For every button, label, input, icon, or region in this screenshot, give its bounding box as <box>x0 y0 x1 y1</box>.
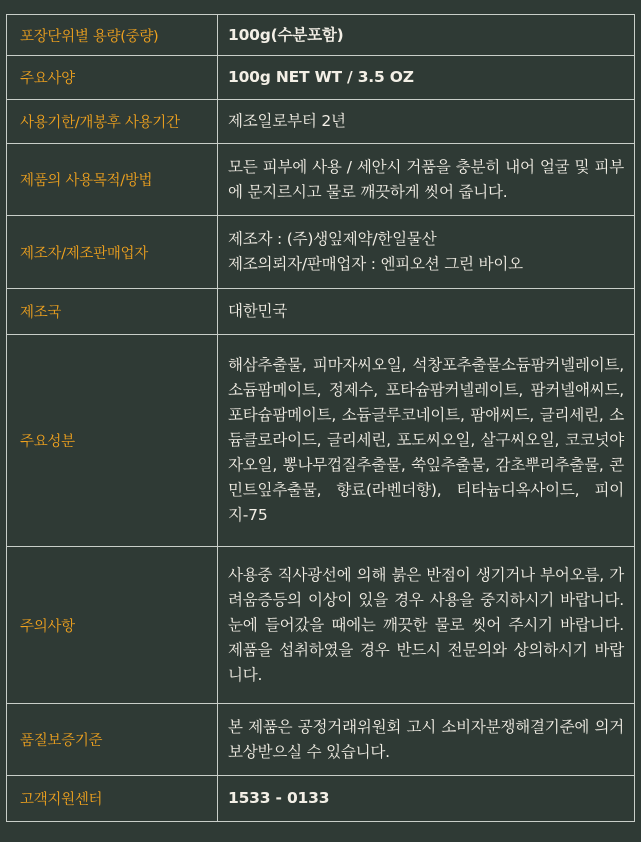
row-value-expiry: 제조일로부터 2년 <box>218 100 635 143</box>
usage-text: 모든 피부에 사용 / 세안시 거품을 충분히 내어 얼굴 및 피부에 문지르시고 물로 깨끗하게 씻어 줍니다. <box>228 157 624 201</box>
row-value-manufacturer <box>218 216 635 288</box>
row-value-country: 대한민국 <box>218 289 635 334</box>
row-value-usage <box>218 144 635 215</box>
row-label-manufacturer: 제조자/제조판매업자 <box>7 216 218 288</box>
table-row-country <box>7 289 635 335</box>
caution-text: 사용중 직사광선에 의해 붉은 반점이 생기거나 부어오름, 가려움증등의 이상이 있을 경우 사용을 중지하시기 바랍니다. 눈에 들어갔을 때에는 깨끗한 물로 씻어 주시기 바랍니다. 제품을 섭취하였을 경우 반드시 전문의와 상의하시기 바랍니다. <box>228 565 624 684</box>
table-row-usage <box>7 144 635 216</box>
row-value-package-capacity: 100g(수분포함) <box>218 15 635 55</box>
row-value-main-spec: 100g NET WT / 3.5 OZ <box>218 56 635 99</box>
row-value-quality <box>218 704 635 775</box>
table-row-quality <box>7 704 635 776</box>
table-row-manufacturer <box>7 216 635 289</box>
row-label-expiry: 사용기한/개봉후 사용기간 <box>7 100 218 143</box>
row-label-support: 고객지원센터 <box>7 776 218 821</box>
ingredients-text: 해삼추출물, 피마자씨오일, 석창포추출물소듐팜커넬레이트, 소듐팜메이트, 정제수, 포타슘팜커넬레이트, 팜커넬애씨드, 포타슘팜메이트, 소듐글루코네이트, 팜애씨드, 글리세린, 소듐클로라이드, 글리세린, 포도씨오일, 살구씨오일, 코코넛야자오일, 뽕나무껍질추출물, 쑥잎추출물, 감초뿌리추출물, 콘민트잎추출물, 향료(라벤더향), 티타늄디옥사이드, 피이지-75 <box>228 356 624 524</box>
table-row-ingredients <box>7 335 635 547</box>
row-label-usage: 제품의 사용목적/방법 <box>7 144 218 215</box>
quality-text: 본 제품은 공정거래위원회 고시 소비자분쟁해결기준에 의거 보상받으실 수 있습니다. <box>228 717 624 761</box>
row-value-support: 1533 - 0133 <box>218 776 635 821</box>
manufacturer-lines <box>228 227 624 277</box>
product-info-table <box>6 14 635 822</box>
row-value-caution <box>218 547 635 703</box>
row-label-package-capacity: 포장단위별 용량(중량) <box>7 15 218 55</box>
manufacturer-line: 제조자 : (주)생잎제약/한일물산 <box>228 230 437 248</box>
table-row-caution <box>7 547 635 704</box>
row-label-country: 제조국 <box>7 289 218 334</box>
table-row-support <box>7 776 635 822</box>
row-value-ingredients <box>218 335 635 546</box>
table-row-package-capacity <box>7 15 635 56</box>
distributor-line: 제조의뢰자/판매업자 : 엔피오션 그린 바이오 <box>228 255 523 273</box>
table-row-main-spec <box>7 56 635 100</box>
row-label-main-spec: 주요사양 <box>7 56 218 99</box>
row-label-quality: 품질보증기준 <box>7 704 218 775</box>
row-label-caution: 주의사항 <box>7 547 218 703</box>
row-label-ingredients: 주요성분 <box>7 335 218 546</box>
table-row-expiry <box>7 100 635 144</box>
